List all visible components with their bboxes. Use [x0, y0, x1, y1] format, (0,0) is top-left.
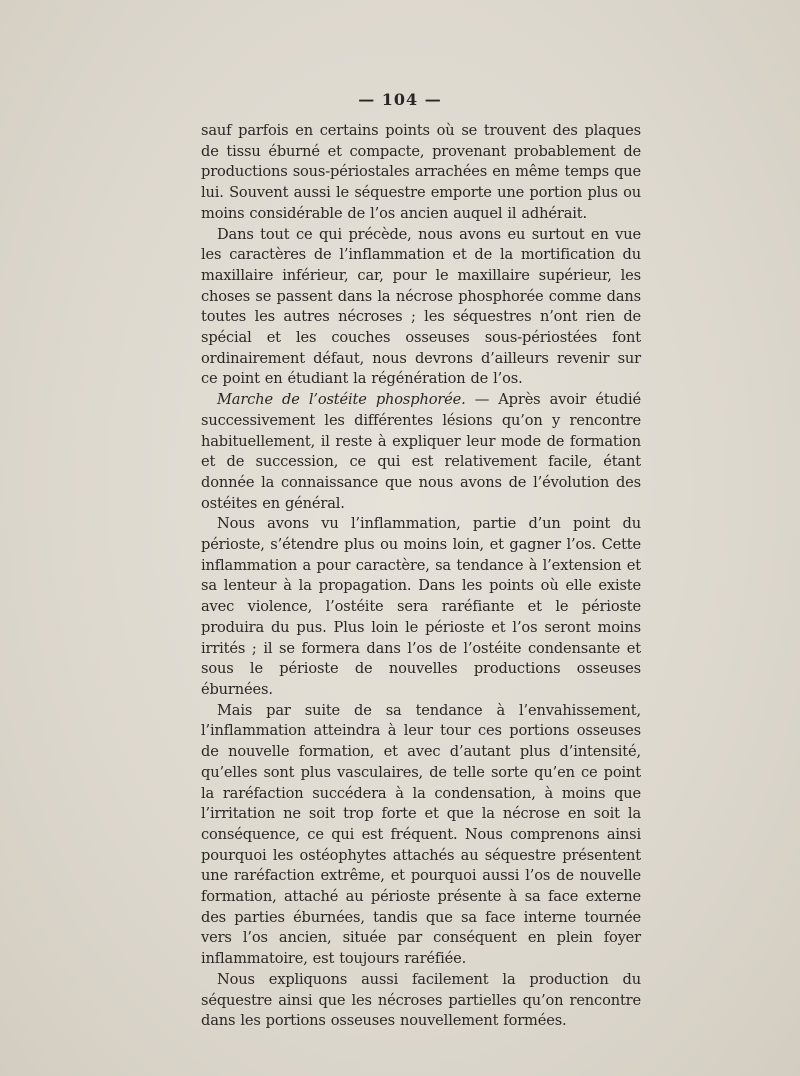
- paragraph-3-text: — Après avoir étudié successivement les différentes lésions qu’on y rencontre habituellement, il reste à expliquer leur mode de formation et de succession, ce qui est relativement facile, étant donnée la connaissance que nous avons de l’évolution des ostéites en général.: [201, 391, 642, 512]
- paragraph-4: Nous avons vu l’inflammation, partie d’un point du périoste, s’étendre plus ou moins loin, et gagner l’os. Cette inflammation a pour caractère, sa tendance à l’extension et sa lenteur à la propagation. Dans les points où elle existe avec violence, l’ostéite sera raréfiante et le périoste produira du pus. Plus loin le périoste et l’os seront moins irrités ; il se formera dans l’os de l’ostéite condensante et sous le périoste de nouvelles productions osseuses éburnées.: [201, 515, 641, 698]
- paragraph-3: [201, 390, 641, 514]
- page-number: — 104 —: [358, 90, 442, 109]
- paragraph-1: sauf parfois en certains points où se trouvent des plaques de tissu éburné et compacte, provenant probablement de productions sous-périostales arrachées en même temps que lui. Souvent aussi le séquestre emporte une portion plus ou moins considérable de l’os ancien auquel il adhérait.: [201, 122, 641, 222]
- section-heading: Marche de l’ostéite phosphorée.: [217, 391, 466, 409]
- paragraph-5: Mais par suite de sa tendance à l’envahissement, l’inflammation atteindra à leur tour ces portions osseuses de nouvelle formation, et avec d’autant plus d’intensité, qu’elles sont plus vasculaires, de telle sorte qu’en ce point la raréfaction succédera à la condensation, à moins que l’irritation ne soit trop forte et que la nécrose en soit la conséquence, ce qui est fréquent. Nous comprenons ainsi pourquoi les ostéophytes attachés au séquestre présentent une raréfaction extrême, et pourquoi aussi l’os de nouvelle formation, attaché au périoste présente à sa face externe des parties éburnées, tandis que sa face interne tournée vers l’os ancien, située par conséquent en plein foyer inflammatoire, est toujours raréfiée.: [201, 701, 641, 968]
- paragraph-2: Dans tout ce qui précède, nous avons eu surtout en vue les caractères de l’inflammation et de la mortification du maxillaire inférieur, car, pour le maxillaire supérieur, les choses se passent dans la nécrose phosphorée comme dans toutes les autres nécroses ; les séquestres n’ont rien de spécial et les couches osseuses sous-périostées font ordinairement défaut, nous devrons d’ailleurs revenir sur ce point en étudiant la régénération de l’os.: [201, 225, 641, 388]
- paragraph-6: Nous expliquons aussi facilement la production du séquestre ainsi que les nécroses partielles qu’on rencontre dans les portions osseuses nouvellement formées.: [201, 970, 641, 1030]
- body-text: [201, 121, 641, 1032]
